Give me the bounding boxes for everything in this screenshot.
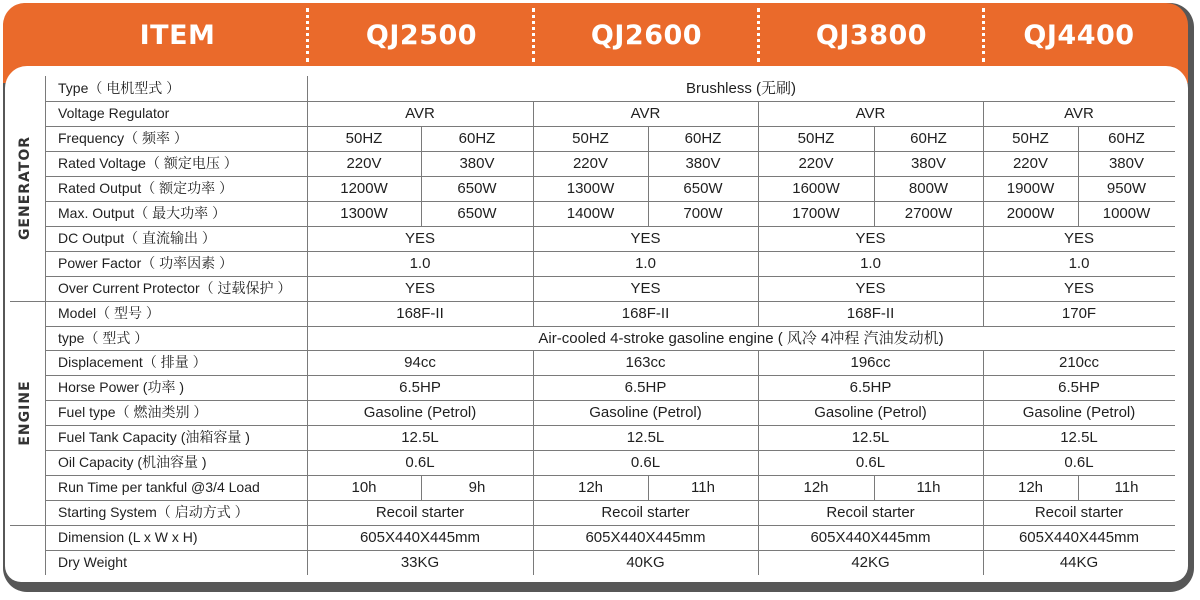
cell-value: YES — [404, 280, 435, 297]
cell-value-60hz: 650W — [457, 205, 497, 222]
cell-value: 40KG — [626, 554, 665, 571]
cell-value-60hz: 11h — [916, 479, 941, 496]
cell-value: YES — [855, 280, 886, 297]
row-label: type（ 型式 ） — [58, 330, 149, 346]
cell-value-50hz: 220V — [1012, 155, 1049, 172]
row-label: Dry Weight — [58, 554, 127, 570]
cell-value: 33KG — [400, 554, 440, 571]
cell-value-60hz: 2700W — [904, 205, 953, 222]
row-label: Oil Capacity (机油容量 ) — [58, 454, 207, 470]
row-label: Power Factor（ 功率因素 ） — [58, 255, 234, 271]
model-header-qj3800: QJ3800 — [815, 20, 928, 51]
cell-value: 6.5HP — [849, 379, 892, 396]
cell-value: YES — [1063, 280, 1094, 297]
section-title: GENERATOR — [17, 136, 33, 241]
cell-value: YES — [404, 230, 435, 247]
cell-value-50hz: 1400W — [566, 205, 615, 222]
cell-value-50hz: 1300W — [566, 180, 615, 197]
row-label: Run Time per tankful @3/4 Load — [58, 479, 260, 495]
cell-value: 0.6L — [855, 454, 886, 471]
cell-value: 94cc — [404, 354, 436, 371]
cell-value: 0.6L — [630, 454, 661, 471]
cell-value-50hz: 220V — [798, 155, 834, 172]
cell-value-60hz: 60HZ — [684, 130, 722, 147]
model-header-qj2600: QJ2600 — [590, 20, 703, 51]
row-label: Type（ 电机型式 ） — [58, 80, 181, 96]
cell-value: 0.6L — [1064, 454, 1094, 471]
cell-value: AVR — [855, 105, 886, 122]
cell-value-50hz: 50HZ — [1012, 130, 1049, 147]
cell-value-50hz: 220V — [346, 155, 382, 172]
cell-value-50hz: 1600W — [792, 180, 840, 197]
cell-value-60hz: 650W — [683, 180, 723, 197]
cell-value: 163cc — [625, 354, 666, 371]
row-label: Max. Output（ 最大功率 ） — [58, 205, 227, 221]
cell-value-60hz: 9h — [468, 479, 486, 496]
cell-value: Recoil starter — [375, 504, 465, 521]
row-label: Dimension (L x W x H) — [58, 529, 198, 545]
cell-value: 196cc — [850, 354, 891, 371]
cell-value: Gasoline (Petrol) — [363, 404, 477, 421]
cell-value: YES — [630, 280, 661, 297]
cell-value: 168F-II — [846, 305, 895, 322]
item-header: ITEM — [139, 20, 216, 51]
row-label: Rated Voltage（ 额定电压 ） — [58, 155, 238, 171]
cell-value-60hz: 60HZ — [458, 130, 496, 147]
cell-value-60hz: 11h — [691, 479, 715, 496]
cell-value: Recoil starter — [601, 504, 690, 521]
model-header-qj4400: QJ4400 — [1023, 20, 1135, 51]
cell-value-50hz: 1700W — [792, 205, 840, 222]
cell-value-60hz: 800W — [908, 180, 949, 197]
cell-value-50hz: 1300W — [340, 205, 388, 222]
section-label-generator — [5, 76, 45, 301]
cell-value-50hz: 50HZ — [345, 130, 383, 147]
cell-value-60hz: 950W — [1106, 180, 1147, 197]
model-header-qj2500: QJ2500 — [365, 20, 478, 51]
cell-value: 12.5L — [1060, 429, 1098, 446]
cell-value: 6.5HP — [624, 379, 667, 396]
cell-value-50hz: 2000W — [1006, 205, 1055, 222]
section-title: ENGINE — [17, 380, 33, 446]
cell-value-60hz: 1000W — [1102, 205, 1151, 222]
cell-value-50hz: 220V — [572, 155, 609, 172]
row-label: Horse Power (功率 ) — [58, 379, 185, 395]
cell-value: 12.5L — [851, 429, 890, 446]
section-label-engine — [5, 301, 45, 526]
cell-value-60hz: 650W — [457, 180, 497, 197]
cell-value: 605X440X445mm — [585, 529, 706, 546]
cell-value: Gasoline (Petrol) — [814, 404, 927, 421]
row-label: DC Output（ 直流输出 ） — [58, 230, 216, 246]
cell-value: 1.0 — [635, 255, 656, 272]
cell-value-60hz: 380V — [910, 155, 947, 172]
cell-value-60hz: 380V — [1108, 155, 1145, 172]
cell-value-50hz: 1200W — [340, 180, 388, 197]
cell-value: AVR — [630, 105, 661, 122]
cell-value-all-models: Air-cooled 4-stroke gasoline engine ( 风冷 4冲程 汽油发动机) — [538, 330, 944, 347]
cell-value: 1.0 — [409, 255, 431, 272]
row-label: Starting System（ 启动方式 ） — [58, 504, 249, 520]
cell-value: 6.5HP — [399, 379, 441, 396]
cell-value: Gasoline (Petrol) — [1022, 404, 1136, 421]
cell-value: 0.6L — [405, 454, 435, 471]
cell-value-60hz: 60HZ — [1108, 130, 1145, 147]
cell-value: YES — [1063, 230, 1094, 247]
cell-value-60hz: 700W — [683, 205, 723, 222]
cell-value: AVR — [1064, 105, 1094, 122]
cell-value: 210cc — [1058, 354, 1100, 371]
row-label: Fuel Tank Capacity (油箱容量 ) — [58, 429, 250, 445]
cell-value-60hz: 380V — [459, 155, 495, 172]
cell-value-50hz: 1900W — [1006, 180, 1055, 197]
row-label: Model（ 型号 ） — [58, 305, 160, 321]
cell-value: 6.5HP — [1058, 379, 1100, 396]
cell-value-50hz: 12h — [1017, 479, 1044, 496]
cell-value: Gasoline (Petrol) — [589, 404, 702, 421]
cell-value: AVR — [405, 105, 435, 122]
cell-value: YES — [630, 230, 661, 247]
row-label: Frequency（ 频率 ） — [58, 130, 188, 146]
cell-value: 12.5L — [401, 429, 439, 446]
cell-value: 168F-II — [396, 305, 444, 322]
cell-value-50hz: 12h — [803, 479, 829, 496]
column-divider — [45, 76, 46, 575]
cell-value-60hz: 380V — [685, 155, 721, 172]
cell-value: 42KG — [851, 554, 890, 571]
cell-value: Recoil starter — [1034, 504, 1124, 521]
cell-value-50hz: 50HZ — [797, 130, 835, 147]
cell-value: 170F — [1061, 305, 1097, 322]
row-label: Rated Output（ 额定功率 ） — [58, 180, 234, 196]
cell-value: 44KG — [1059, 554, 1099, 571]
cell-value: 605X440X445mm — [359, 529, 481, 546]
cell-value: 1.0 — [1068, 255, 1090, 272]
cell-value: 605X440X445mm — [810, 529, 931, 546]
cell-value-all-models: Brushless (无刷) — [685, 80, 797, 97]
cell-value: 12.5L — [626, 429, 665, 446]
row-label: Displacement（ 排量 ） — [58, 354, 207, 370]
cell-value: 1.0 — [860, 255, 881, 272]
cell-value-50hz: 50HZ — [572, 130, 609, 147]
cell-value: 605X440X445mm — [1018, 529, 1140, 546]
cell-value: Recoil starter — [826, 504, 915, 521]
row-label: Over Current Protector（ 过载保护 ） — [58, 280, 292, 296]
row-label: Voltage Regulator — [58, 105, 170, 121]
cell-value-60hz: 11h — [1114, 479, 1139, 496]
cell-value-60hz: 60HZ — [910, 130, 947, 147]
row-label: Fuel type（ 燃油类别 ） — [58, 404, 208, 420]
cell-value-50hz: 12h — [577, 479, 604, 496]
cell-value-50hz: 10h — [351, 479, 377, 496]
cell-value: 168F-II — [621, 305, 670, 322]
cell-value: YES — [855, 230, 886, 247]
